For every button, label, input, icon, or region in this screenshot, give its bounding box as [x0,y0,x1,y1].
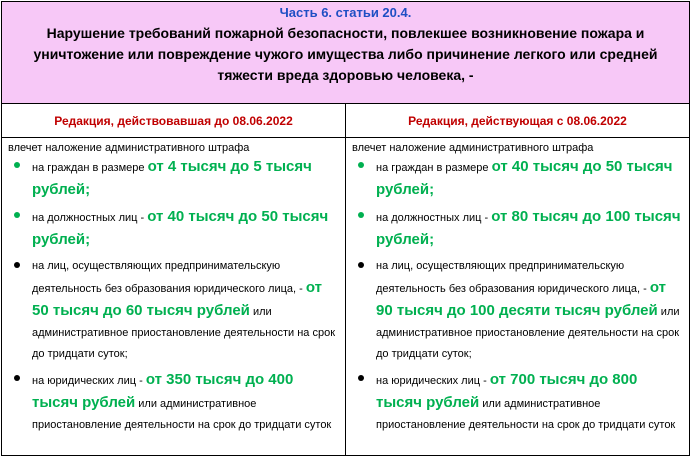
bullet-icon [358,162,364,168]
column-old-edition [2,104,346,455]
item-text: на граждан в размере [376,162,492,174]
item-text: на юридических лиц - [376,375,490,387]
bullet-icon [14,262,20,268]
column-new-edition [346,104,689,455]
fine-amount: от 80 тысяч до 100 тысяч рублей; [376,208,681,248]
item-text: на граждан в размере [32,162,148,174]
list-item [346,256,689,365]
list-item [346,206,689,252]
fine-amount: от 40 тысяч до 50 тысяч рублей; [32,208,329,248]
fine-amount: от 4 тысяч до 5 тысяч рублей; [32,158,312,198]
table-header [2,2,689,104]
fine-amount: от 350 тысяч до 400 тысяч рублей [32,371,294,411]
item-text: на должностных лиц - [376,212,492,224]
item-tail: или административное приостановление деятельности на срок до тридцати суток; [376,306,680,360]
item-tail: или административное приостановление деятельности на срок до тридцати суток [32,398,332,431]
item-text: на должностных лиц - [32,212,148,224]
bullet-icon [358,212,364,218]
list-item [2,206,345,252]
item-tail: или административное приостановление деятельности на срок до тридцати суток; [32,306,336,360]
item-tail: или административное приостановление деятельности на срок до тридцати суток [376,398,676,431]
item-text: на юридических лиц - [32,375,146,387]
new-penalty-list [346,156,689,436]
list-item [346,369,689,436]
list-item [346,156,689,202]
article-part: Часть 6. статьи 20.4. [279,5,412,20]
old-intro: влечет наложение административного штрафа [8,142,250,154]
comparison-table [1,1,690,456]
bullet-icon [14,212,20,218]
fine-amount: от 50 тысяч до 60 тысяч рублей [32,279,322,319]
fine-amount: от 40 тысяч до 50 тысяч рублей; [376,158,673,198]
bullet-icon [358,262,364,268]
offense-description: Нарушение требований пожарной безопасности, повлекшее возникновение пожара и уничтожение или повреждение чужого имущества либо причинение легкого или средней тяжести вреда здоровью человека, - [33,25,658,83]
bullet-icon [14,375,20,381]
list-item [2,369,345,436]
fine-amount: от 700 тысяч до 800 тысяч рублей [376,371,638,411]
item-text: на лиц, осуществляющих предпринимательскую деятельность без образования юридического лица, - [32,260,306,295]
bullet-icon [358,375,364,381]
list-item [2,256,345,365]
list-item [2,156,345,202]
new-edition-heading: Редакция, действующая с 08.06.2022 [346,104,689,138]
bullet-icon [14,162,20,168]
new-intro: влечет наложение административного штрафа [352,142,594,154]
old-edition-heading: Редакция, действовавшая до 08.06.2022 [2,104,345,138]
item-text: на лиц, осуществляющих предпринимательскую деятельность без образования юридического лица, - [376,260,650,295]
old-penalty-list [2,156,345,436]
fine-amount: от 90 тысяч до 100 десяти тысяч рублей [376,279,666,319]
